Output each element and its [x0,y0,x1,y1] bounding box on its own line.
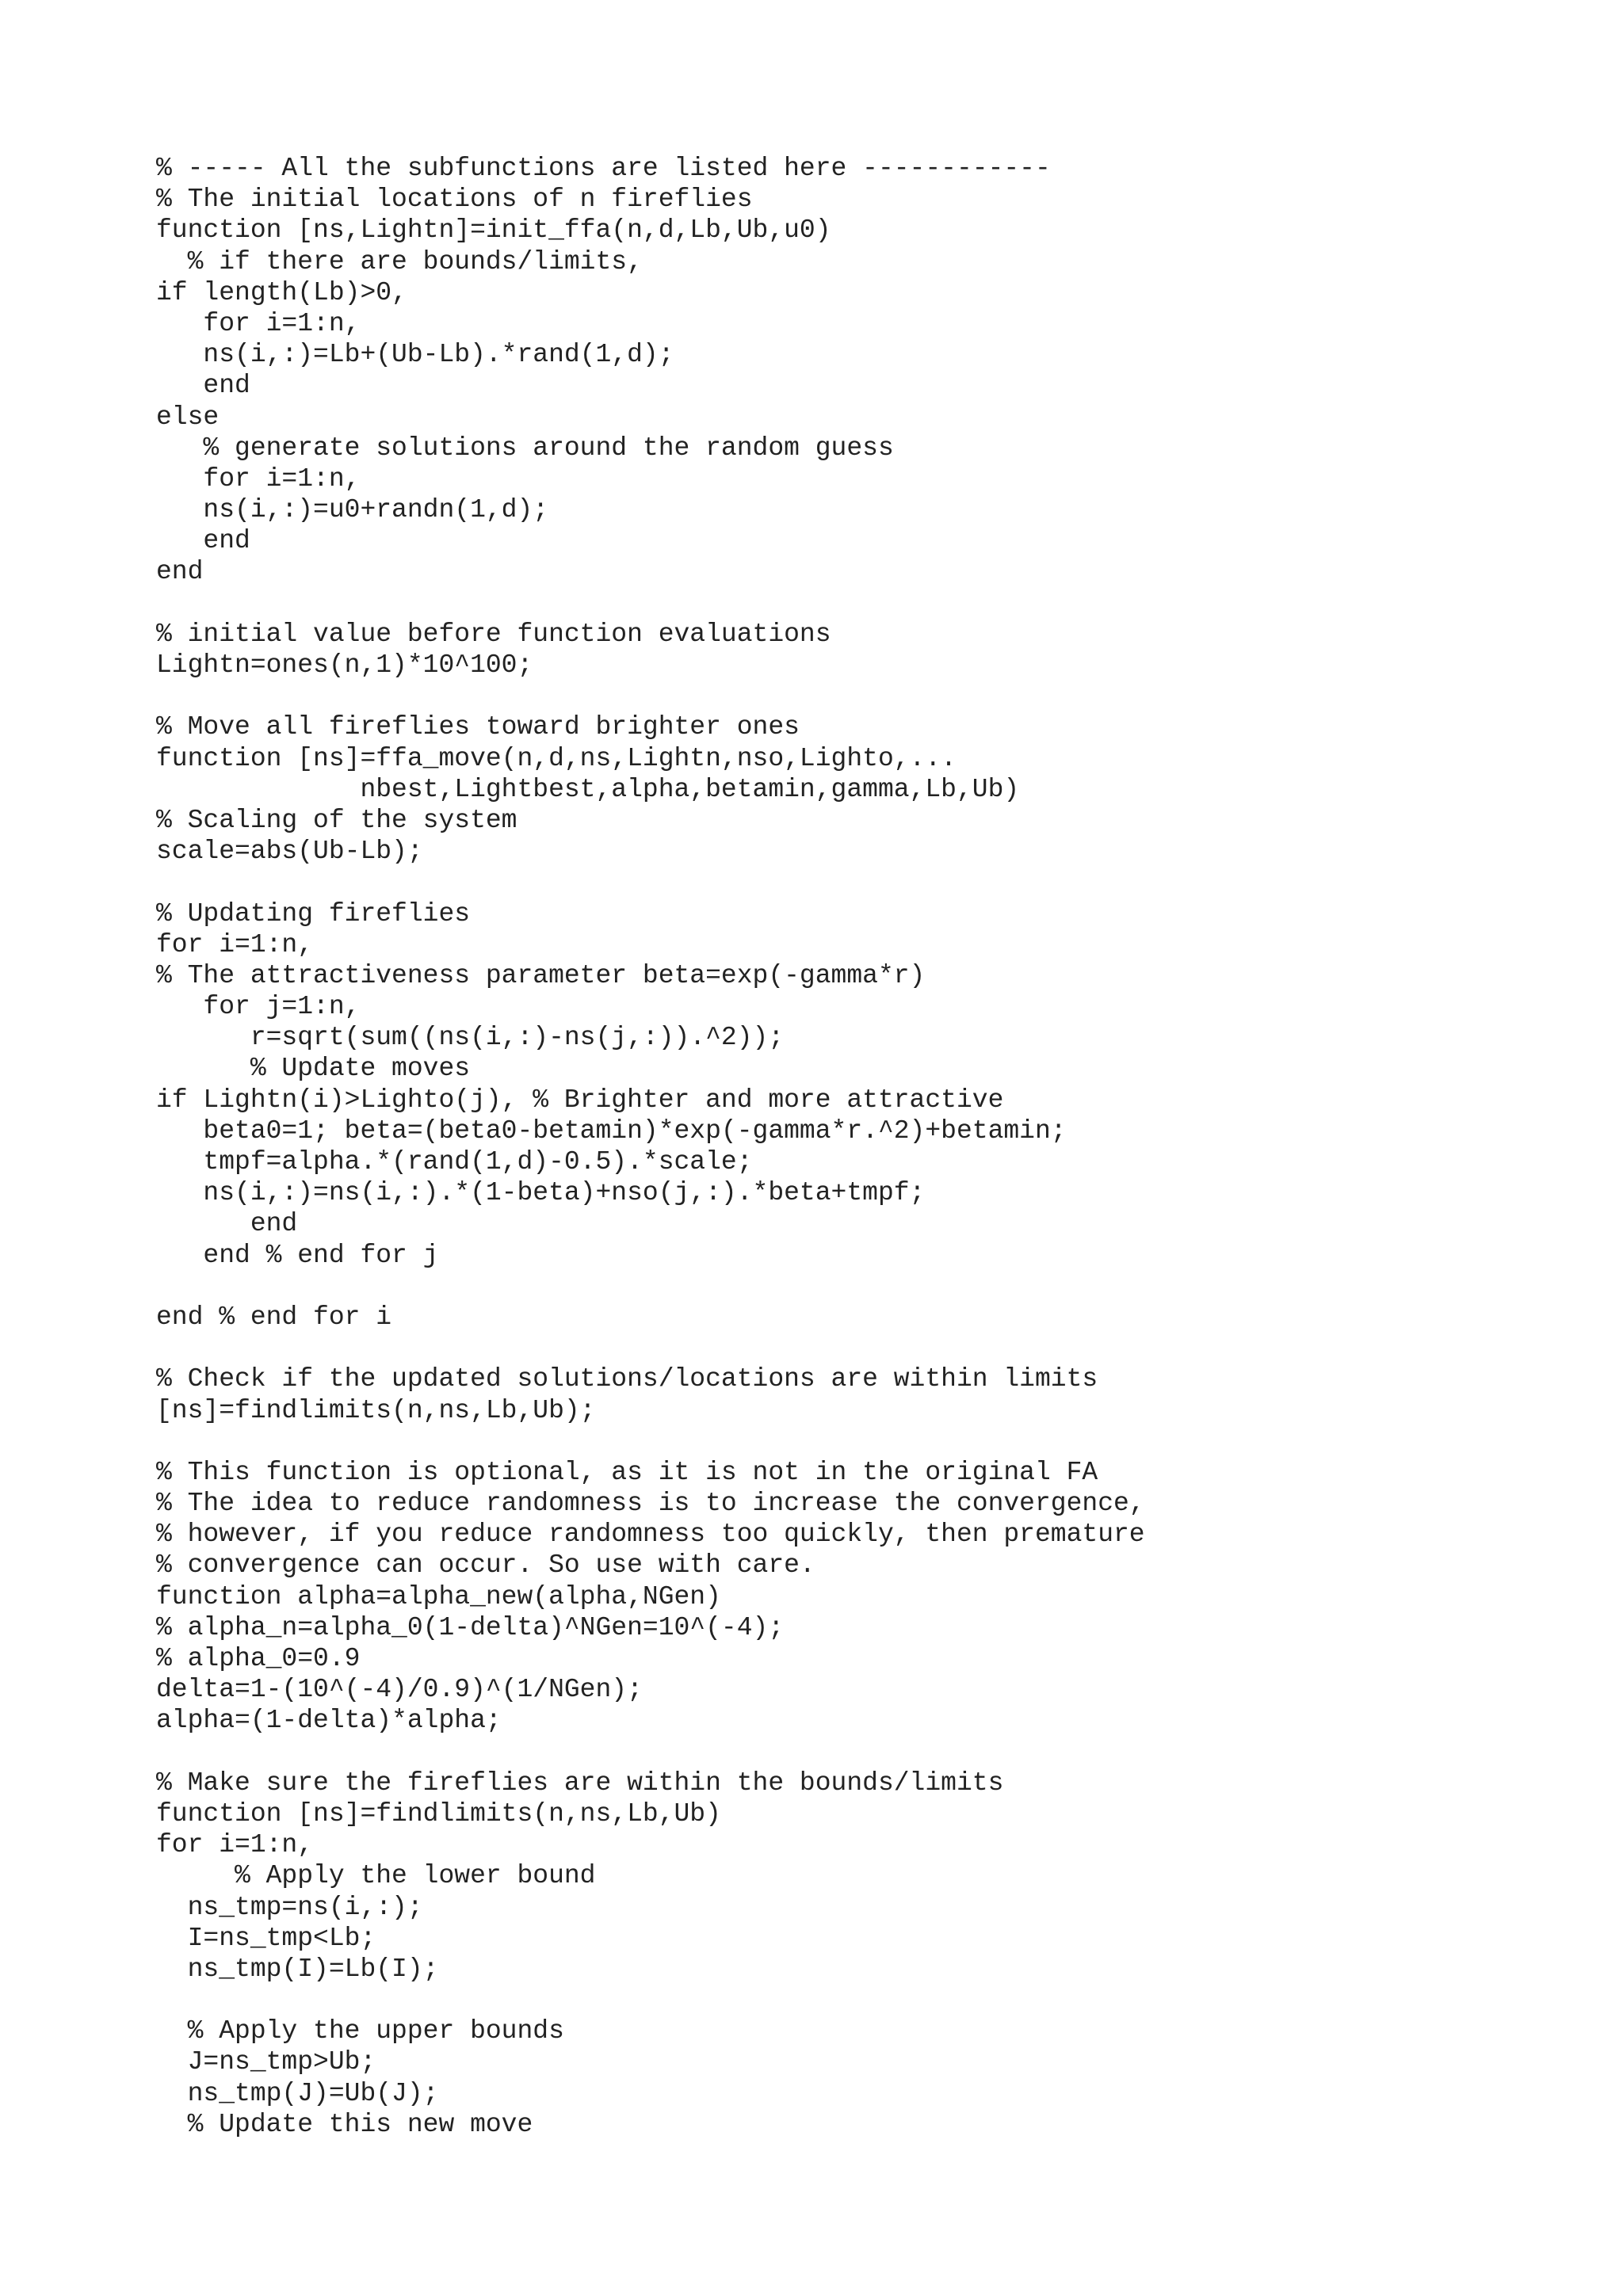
code-line: end % end for i [156,1302,392,1332]
code-line: % alpha_0=0.9 [156,1644,361,1673]
code-line: end [156,1209,298,1239]
code-line: % Update moves [156,1054,471,1084]
code-line: ns(i,:)=ns(i,:).*(1-beta)+nso(j,:).*beta+tmpf; [156,1178,926,1208]
code-line: % if there are bounds/limits, [156,246,643,277]
code-line [156,588,1145,619]
code-line: ns(i,:)=u0+randn(1,d); [156,495,549,525]
code-line: % Move all fireflies toward brighter ones [156,712,800,742]
code-line: scale=abs(Ub-Lb); [156,837,423,867]
code-line: J=ns_tmp>Ub; [156,2047,376,2077]
code-line: function [ns]=findlimits(n,ns,Lb,Ub) [156,1798,721,1829]
code-line: function [ns]=ffa_move(n,d,ns,Lightn,nso,Lighto,... [156,743,957,773]
code-line: % Updating fireflies [156,898,471,929]
code-line: for i=1:n, [156,463,361,494]
matlab-code-listing [156,153,1145,2140]
code-line: % however, if you reduce randomness too quickly, then premature [156,1520,1145,1550]
code-line: % initial value before function evaluations [156,619,831,649]
code-line: % The idea to reduce randomness is to increase the convergence, [156,1489,1145,1519]
code-line: for j=1:n, [156,992,361,1022]
code-line [156,1737,1145,1768]
code-line [156,1985,1145,2016]
code-line: % Check if the updated solutions/locations are within limits [156,1364,1098,1394]
code-line: I=ns_tmp<Lb; [156,1923,376,1953]
code-line [156,1333,1145,1363]
code-line: tmpf=alpha.*(rand(1,d)-0.5).*scale; [156,1147,753,1177]
code-line: % alpha_n=alpha_0(1-delta)^NGen=10^(-4); [156,1612,785,1642]
code-line: else [156,402,220,432]
code-line: % Scaling of the system [156,805,517,835]
code-line: r=sqrt(sum((ns(i,:)-ns(j,:)).^2)); [156,1023,785,1053]
code-line: delta=1-(10^(-4)/0.9)^(1/NGen); [156,1675,643,1705]
code-line [156,867,1145,898]
code-line: % generate solutions around the random guess [156,433,894,463]
code-line: % ----- All the subfunctions are listed here ------------ [156,154,1051,183]
code-line: function [ns,Lightn]=init_ffa(n,d,Lb,Ub,u0) [156,215,831,246]
code-line: end [156,371,250,401]
code-line: end [156,526,250,556]
code-line: nbest,Lightbest,alpha,betamin,gamma,Lb,Ub) [156,774,1020,804]
code-line: beta0=1; beta=(beta0-betamin)*exp(-gamma*r.^2)+betamin; [156,1116,1067,1146]
code-line: end [156,557,204,587]
code-line: if Lightn(i)>Lighto(j), % Brighter and more attractive [156,1085,1004,1115]
code-line: % Make sure the fireflies are within the bounds/limits [156,1768,1004,1798]
code-line [156,681,1145,711]
code-line [156,1271,1145,1302]
code-line: % Apply the lower bound [156,1861,596,1891]
code-line: ns_tmp=ns(i,:); [156,1892,423,1922]
code-line: function alpha=alpha_new(alpha,NGen) [156,1581,721,1611]
code-line [156,1426,1145,1457]
code-line: alpha=(1-delta)*alpha; [156,1706,502,1736]
code-line: % The attractiveness parameter beta=exp(-gamma*r) [156,960,926,990]
code-line: % The initial locations of n fireflies [156,185,753,215]
code-line: ns_tmp(I)=Lb(I); [156,1954,439,1984]
code-line: Lightn=ones(n,1)*10^100; [156,650,533,680]
code-line: for i=1:n, [156,1830,314,1860]
code-line: [ns]=findlimits(n,ns,Lb,Ub); [156,1395,596,1425]
code-line: for i=1:n, [156,308,361,338]
code-line: % Update this new move [156,2109,533,2139]
code-line: % This function is optional, as it is not in the original FA [156,1457,1098,1487]
code-line: for i=1:n, [156,929,314,959]
code-line: % Apply the upper bounds [156,2016,564,2046]
code-line: ns(i,:)=Lb+(Ub-Lb).*rand(1,d); [156,340,674,370]
code-line: ns_tmp(J)=Ub(J); [156,2078,439,2108]
code-line: if length(Lb)>0, [156,277,407,307]
code-line: % convergence can occur. So use with care. [156,1550,815,1581]
code-line: end % end for j [156,1240,439,1270]
